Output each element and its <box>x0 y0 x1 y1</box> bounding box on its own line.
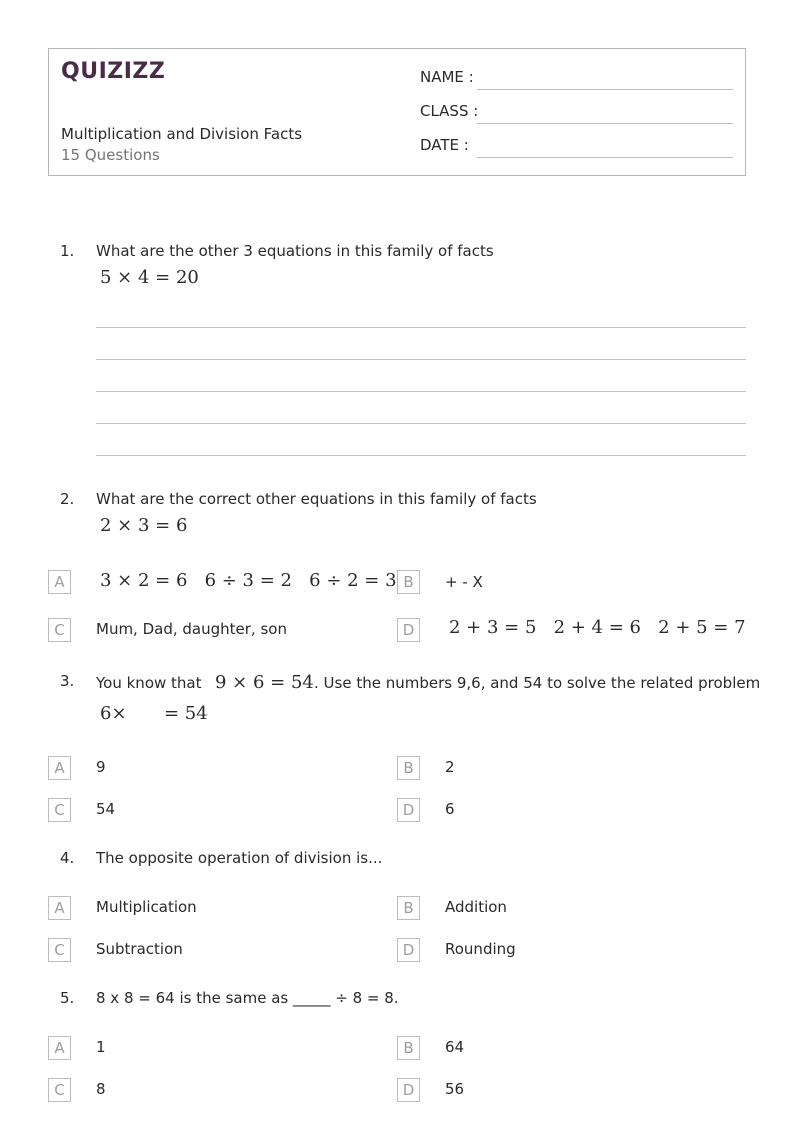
option-c-text[interactable]: Subtraction <box>96 940 183 958</box>
worksheet-header <box>48 48 746 176</box>
option-c-box[interactable]: C <box>48 1078 71 1102</box>
option-c-text[interactable]: Mum, Dad, daughter, son <box>96 620 287 638</box>
quizizz-logo: QUIZIZZ <box>61 59 166 84</box>
date-label: DATE : <box>420 136 469 154</box>
option-b-text[interactable]: Addition <box>445 898 507 916</box>
question-text: 8 x 8 = 64 is the same as _____ ÷ 8 = 8. <box>96 989 399 1007</box>
question-inline-equation: 9 × 6 = 54 <box>215 672 314 693</box>
question-number: 5. <box>60 989 75 1007</box>
option-a-box[interactable]: A <box>48 1036 71 1060</box>
answer-line[interactable] <box>96 359 746 360</box>
related-problem-left: 6× <box>100 703 127 724</box>
question-equation: 5 × 4 = 20 <box>100 267 199 288</box>
question-text: What are the correct other equations in this family of facts <box>96 490 537 508</box>
option-b-text[interactable]: 2 <box>445 758 455 776</box>
option-a-text[interactable]: 3 × 2 = 6 6 ÷ 3 = 2 6 ÷ 2 = 3 <box>100 570 397 591</box>
option-d-box[interactable]: D <box>397 618 420 642</box>
answer-line[interactable] <box>96 327 746 328</box>
option-b-box[interactable]: B <box>397 1036 420 1060</box>
question-text-after: . Use the numbers 9,6, and 54 to solve the related problem <box>314 674 761 692</box>
worksheet-title: Multiplication and Division Facts <box>61 125 303 143</box>
option-d-box[interactable]: D <box>397 798 420 822</box>
name-line[interactable] <box>477 89 733 90</box>
option-c-box[interactable]: C <box>48 798 71 822</box>
option-a-text[interactable]: Multiplication <box>96 898 197 916</box>
option-b-box[interactable]: B <box>397 756 420 780</box>
date-line[interactable] <box>477 157 733 158</box>
question-equation: 2 × 3 = 6 <box>100 515 188 536</box>
option-b-box[interactable]: B <box>397 570 420 594</box>
option-a-box[interactable]: A <box>48 896 71 920</box>
option-c-text[interactable]: 8 <box>96 1080 106 1098</box>
option-c-text[interactable]: 54 <box>96 800 116 818</box>
option-c-box[interactable]: C <box>48 618 71 642</box>
question-number: 3. <box>60 672 75 690</box>
name-label: NAME : <box>420 68 474 86</box>
option-c-box[interactable]: C <box>48 938 71 962</box>
answer-line[interactable] <box>96 455 746 456</box>
option-d-text[interactable]: 2 + 3 = 5 2 + 4 = 6 2 + 5 = 7 <box>449 617 746 638</box>
question-text: The opposite operation of division is... <box>96 849 383 867</box>
class-line[interactable] <box>477 123 733 124</box>
option-a-box[interactable]: A <box>48 570 71 594</box>
option-d-text[interactable]: Rounding <box>445 940 516 958</box>
question-count: 15 Questions <box>61 146 160 164</box>
answer-line[interactable] <box>96 391 746 392</box>
option-d-box[interactable]: D <box>397 938 420 962</box>
related-problem-right: = 54 <box>164 703 208 724</box>
option-a-box[interactable]: A <box>48 756 71 780</box>
option-a-text[interactable]: 9 <box>96 758 106 776</box>
option-d-text[interactable]: 6 <box>445 800 455 818</box>
option-b-box[interactable]: B <box>397 896 420 920</box>
answer-line[interactable] <box>96 423 746 424</box>
question-number: 4. <box>60 849 75 867</box>
question-text-before: You know that <box>96 674 202 692</box>
option-d-text[interactable]: 56 <box>445 1080 465 1098</box>
option-b-text[interactable]: + - X <box>445 573 483 591</box>
question-number: 1. <box>60 242 75 260</box>
option-b-text[interactable]: 64 <box>445 1038 465 1056</box>
option-d-box[interactable]: D <box>397 1078 420 1102</box>
class-label: CLASS : <box>420 102 479 120</box>
option-a-text[interactable]: 1 <box>96 1038 106 1056</box>
question-text: What are the other 3 equations in this family of facts <box>96 242 494 260</box>
question-number: 2. <box>60 490 75 508</box>
